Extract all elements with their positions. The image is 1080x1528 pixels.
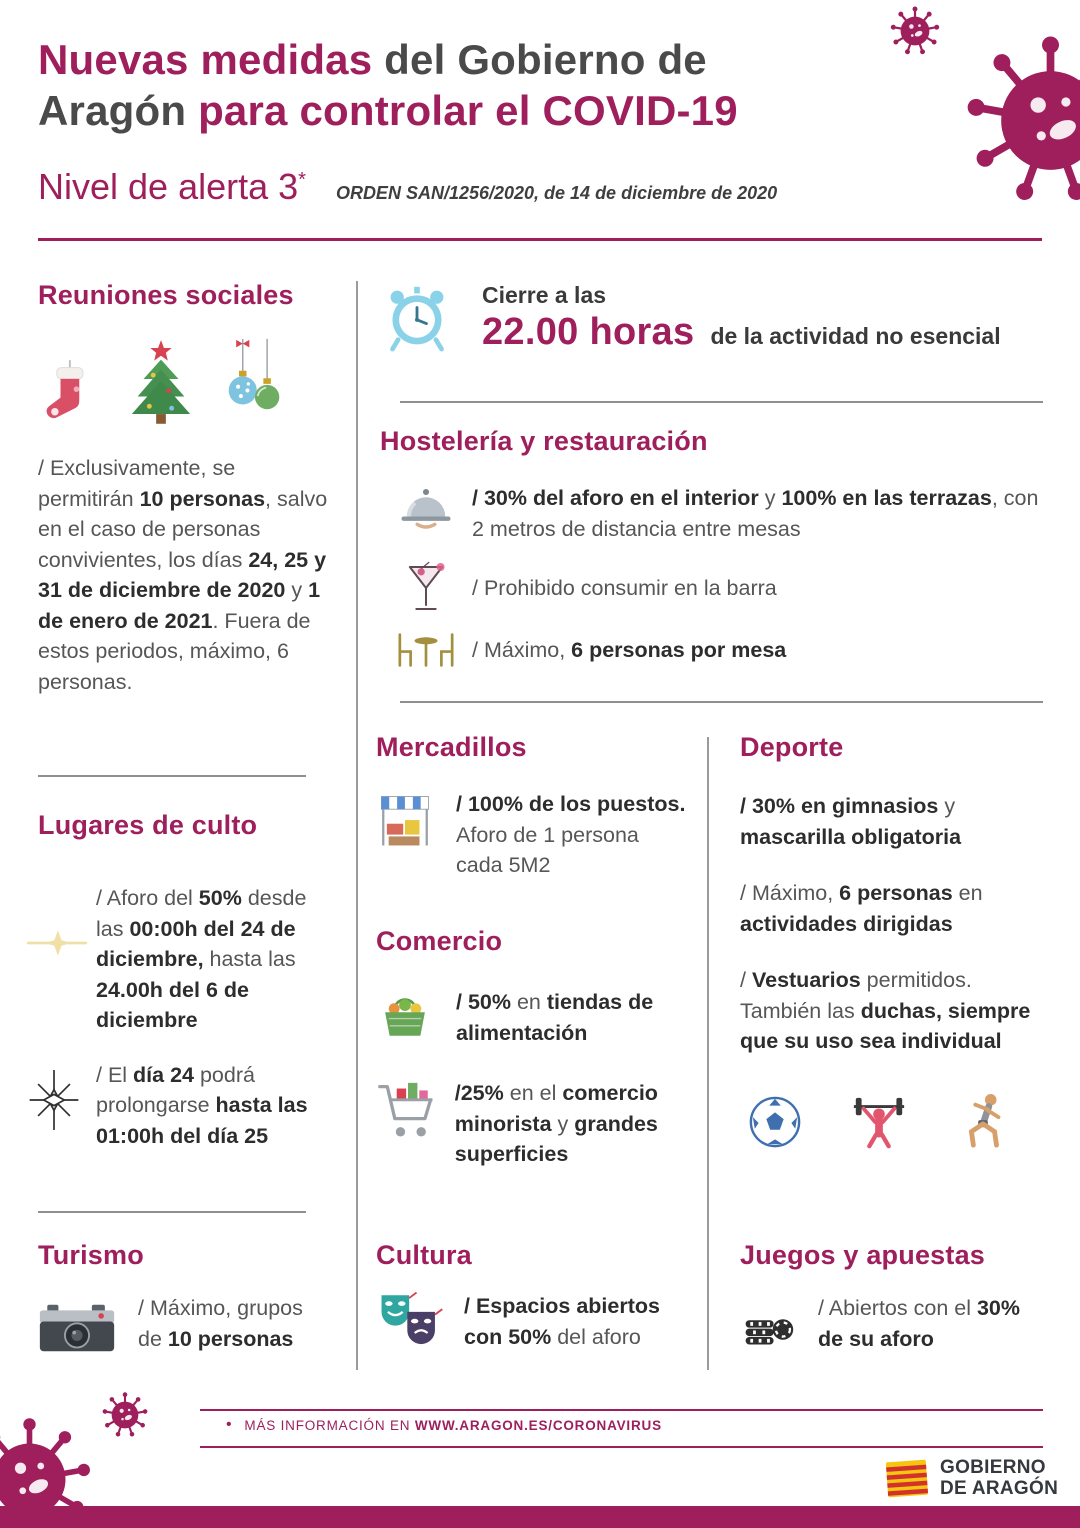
christmas-ornaments-icon	[224, 337, 284, 427]
comercio-text-1: / 50% en tiendas de alimentación	[456, 990, 654, 1045]
closing-line	[482, 311, 1001, 354]
title-line-1: Nuevas medidas del Gobierno de	[38, 36, 707, 83]
culto-item-1	[38, 883, 340, 1036]
mercadillos-text: / 100% de los puestos. Aforo de 1 persona cada 5M2	[456, 792, 686, 878]
virus-decoration-bottom-left	[0, 1386, 233, 1506]
juegos-text: / Abiertos con el 30% de su aforo	[818, 1296, 1020, 1351]
deporte-text-3: / Vestuarios permitidos. También las duchas, siempre que su uso sea individual	[740, 968, 1031, 1054]
section-mercadillos	[376, 732, 692, 881]
weightlifter-icon	[848, 1093, 910, 1151]
section-comercio	[376, 926, 692, 1170]
reuniones-text: / Exclusivamente, se permitirán 10 personas, salvo en el caso de personas convivientes, los días 24, 25 y 31 de diciembre de 2020 y 1 de enero de 2021. Fuera de estos periodos, máximo, 6 personas.	[38, 456, 328, 694]
section-title-hosteleria: Hostelería y restauración	[380, 426, 708, 456]
table-and-chairs-icon	[380, 630, 472, 670]
footer-divider-top	[200, 1409, 1043, 1411]
header-divider	[38, 238, 1042, 241]
culto-text-1: / Aforo del 50% desde las 00:00h del 24 de diciembre, hasta las 24.00h del 6 de diciembre	[96, 886, 307, 1033]
closing-intro: Cierre a las	[482, 282, 607, 308]
candle-glow-icon	[38, 883, 96, 966]
soccer-ball-icon	[748, 1095, 802, 1149]
footer-info	[226, 1416, 662, 1434]
hosteleria-item-3	[380, 630, 1044, 670]
deporte-text-2: / Máximo, 6 personas en actividades dirigidas	[740, 881, 983, 936]
mercadillos-item	[376, 789, 692, 881]
hosteleria-item-1	[380, 483, 1044, 544]
closing-text	[482, 282, 1001, 354]
section-title-comercio: Comercio	[376, 926, 503, 956]
culto-text-2: / El día 24 podrá prolongarse hasta las 01:00h del día 25	[96, 1062, 308, 1148]
divider	[400, 701, 1043, 703]
hosteleria-item-2	[380, 560, 1044, 616]
closing-time: 22.00 horas	[482, 311, 695, 353]
christmas-tree-icon	[126, 335, 196, 427]
deporte-icons-row	[748, 1091, 1046, 1153]
shopping-cart-icon	[376, 1078, 439, 1148]
section-juegos-y-apuestas	[740, 1240, 1046, 1354]
section-reuniones-sociales	[38, 280, 332, 697]
section-closing-time	[384, 280, 1046, 354]
section-lugares-de-culto	[38, 810, 340, 1151]
section-cultura	[376, 1240, 692, 1353]
section-turismo	[38, 1240, 350, 1355]
alert-asterisk: *	[298, 169, 306, 191]
aragon-flag-icon	[884, 1456, 930, 1502]
divider	[38, 775, 306, 777]
hosteleria-text-3: / Máximo, 6 personas por mesa	[472, 637, 787, 662]
section-title-juegos: Juegos y apuestas	[740, 1240, 986, 1270]
footer-bullet: •	[226, 1416, 233, 1433]
hosteleria-text-2: / Prohibido consumir en la barra	[472, 575, 777, 600]
grocery-basket-icon	[376, 987, 434, 1043]
poker-chips-icon	[740, 1293, 796, 1353]
page-header	[38, 34, 868, 136]
cocktail-glass-icon	[380, 560, 472, 616]
bottom-accent-bar	[0, 1506, 1080, 1528]
alarm-clock-icon	[384, 280, 450, 354]
section-title-deporte: Deporte	[740, 732, 844, 762]
alert-level: Nivel de alerta 3*	[38, 166, 306, 207]
christmas-icons-row	[38, 331, 332, 427]
section-title-mercadillos: Mercadillos	[376, 732, 527, 762]
footer-divider-bottom	[200, 1446, 1043, 1448]
comercio-item-2	[376, 1078, 692, 1170]
gobierno-de-aragon-logo	[884, 1456, 1058, 1502]
logo-line-2: DE ARAGÓN	[940, 1478, 1059, 1499]
section-hosteleria	[380, 426, 1044, 670]
title-line-2: Aragón para controlar el COVID-19	[38, 87, 738, 135]
divider	[38, 1211, 306, 1213]
logo-line-1: GOBIERNO	[940, 1457, 1046, 1479]
order-reference: ORDEN SAN/1256/2020, de 14 de diciembre de 2020	[335, 183, 778, 203]
juegos-item	[740, 1293, 1046, 1354]
alert-row	[38, 166, 777, 208]
turismo-text: / Máximo, grupos de 10 personas	[138, 1296, 303, 1351]
closing-scope: de la actividad no esencial	[710, 323, 1001, 349]
page-title	[38, 34, 868, 136]
theater-masks-icon	[376, 1291, 446, 1353]
culto-item-2	[38, 1060, 340, 1152]
virus-decoration-top-right	[870, 0, 1080, 250]
deporte-text-1: / 30% en gimnasios y mascarilla obligatoria	[740, 794, 962, 849]
runner-icon	[956, 1091, 1010, 1153]
footer-info-text: MÁS INFORMACIÓN EN WWW.ARAGON.ES/CORONAVIRUS	[244, 1417, 662, 1433]
turismo-item	[38, 1293, 350, 1355]
hosteleria-text-1: / 30% del aforo en el interior y 100% en las terrazas, con 2 metros de distancia entre mesas	[472, 486, 1039, 541]
section-deporte	[740, 732, 1046, 1153]
eight-point-star-icon	[38, 1060, 96, 1135]
market-stall-icon	[376, 789, 434, 853]
section-title-cultura: Cultura	[376, 1240, 472, 1270]
cultura-text: / Espacios abiertos con 50% del aforo	[464, 1294, 660, 1349]
logo-text	[940, 1458, 1058, 1499]
section-title-reuniones: Reuniones sociales	[38, 280, 294, 310]
serving-dome-icon	[380, 483, 472, 544]
camera-icon	[38, 1301, 116, 1355]
vertical-divider	[707, 737, 709, 1370]
comercio-item-1	[376, 987, 692, 1048]
comercio-text-2: /25% en el comercio minorista y grandes superficies	[454, 1081, 658, 1167]
section-title-culto: Lugares de culto	[38, 810, 258, 840]
christmas-stocking-icon	[38, 357, 98, 427]
cultura-item	[376, 1291, 692, 1353]
section-title-turismo: Turismo	[38, 1240, 144, 1270]
divider	[400, 401, 1043, 403]
vertical-divider	[356, 281, 358, 1370]
